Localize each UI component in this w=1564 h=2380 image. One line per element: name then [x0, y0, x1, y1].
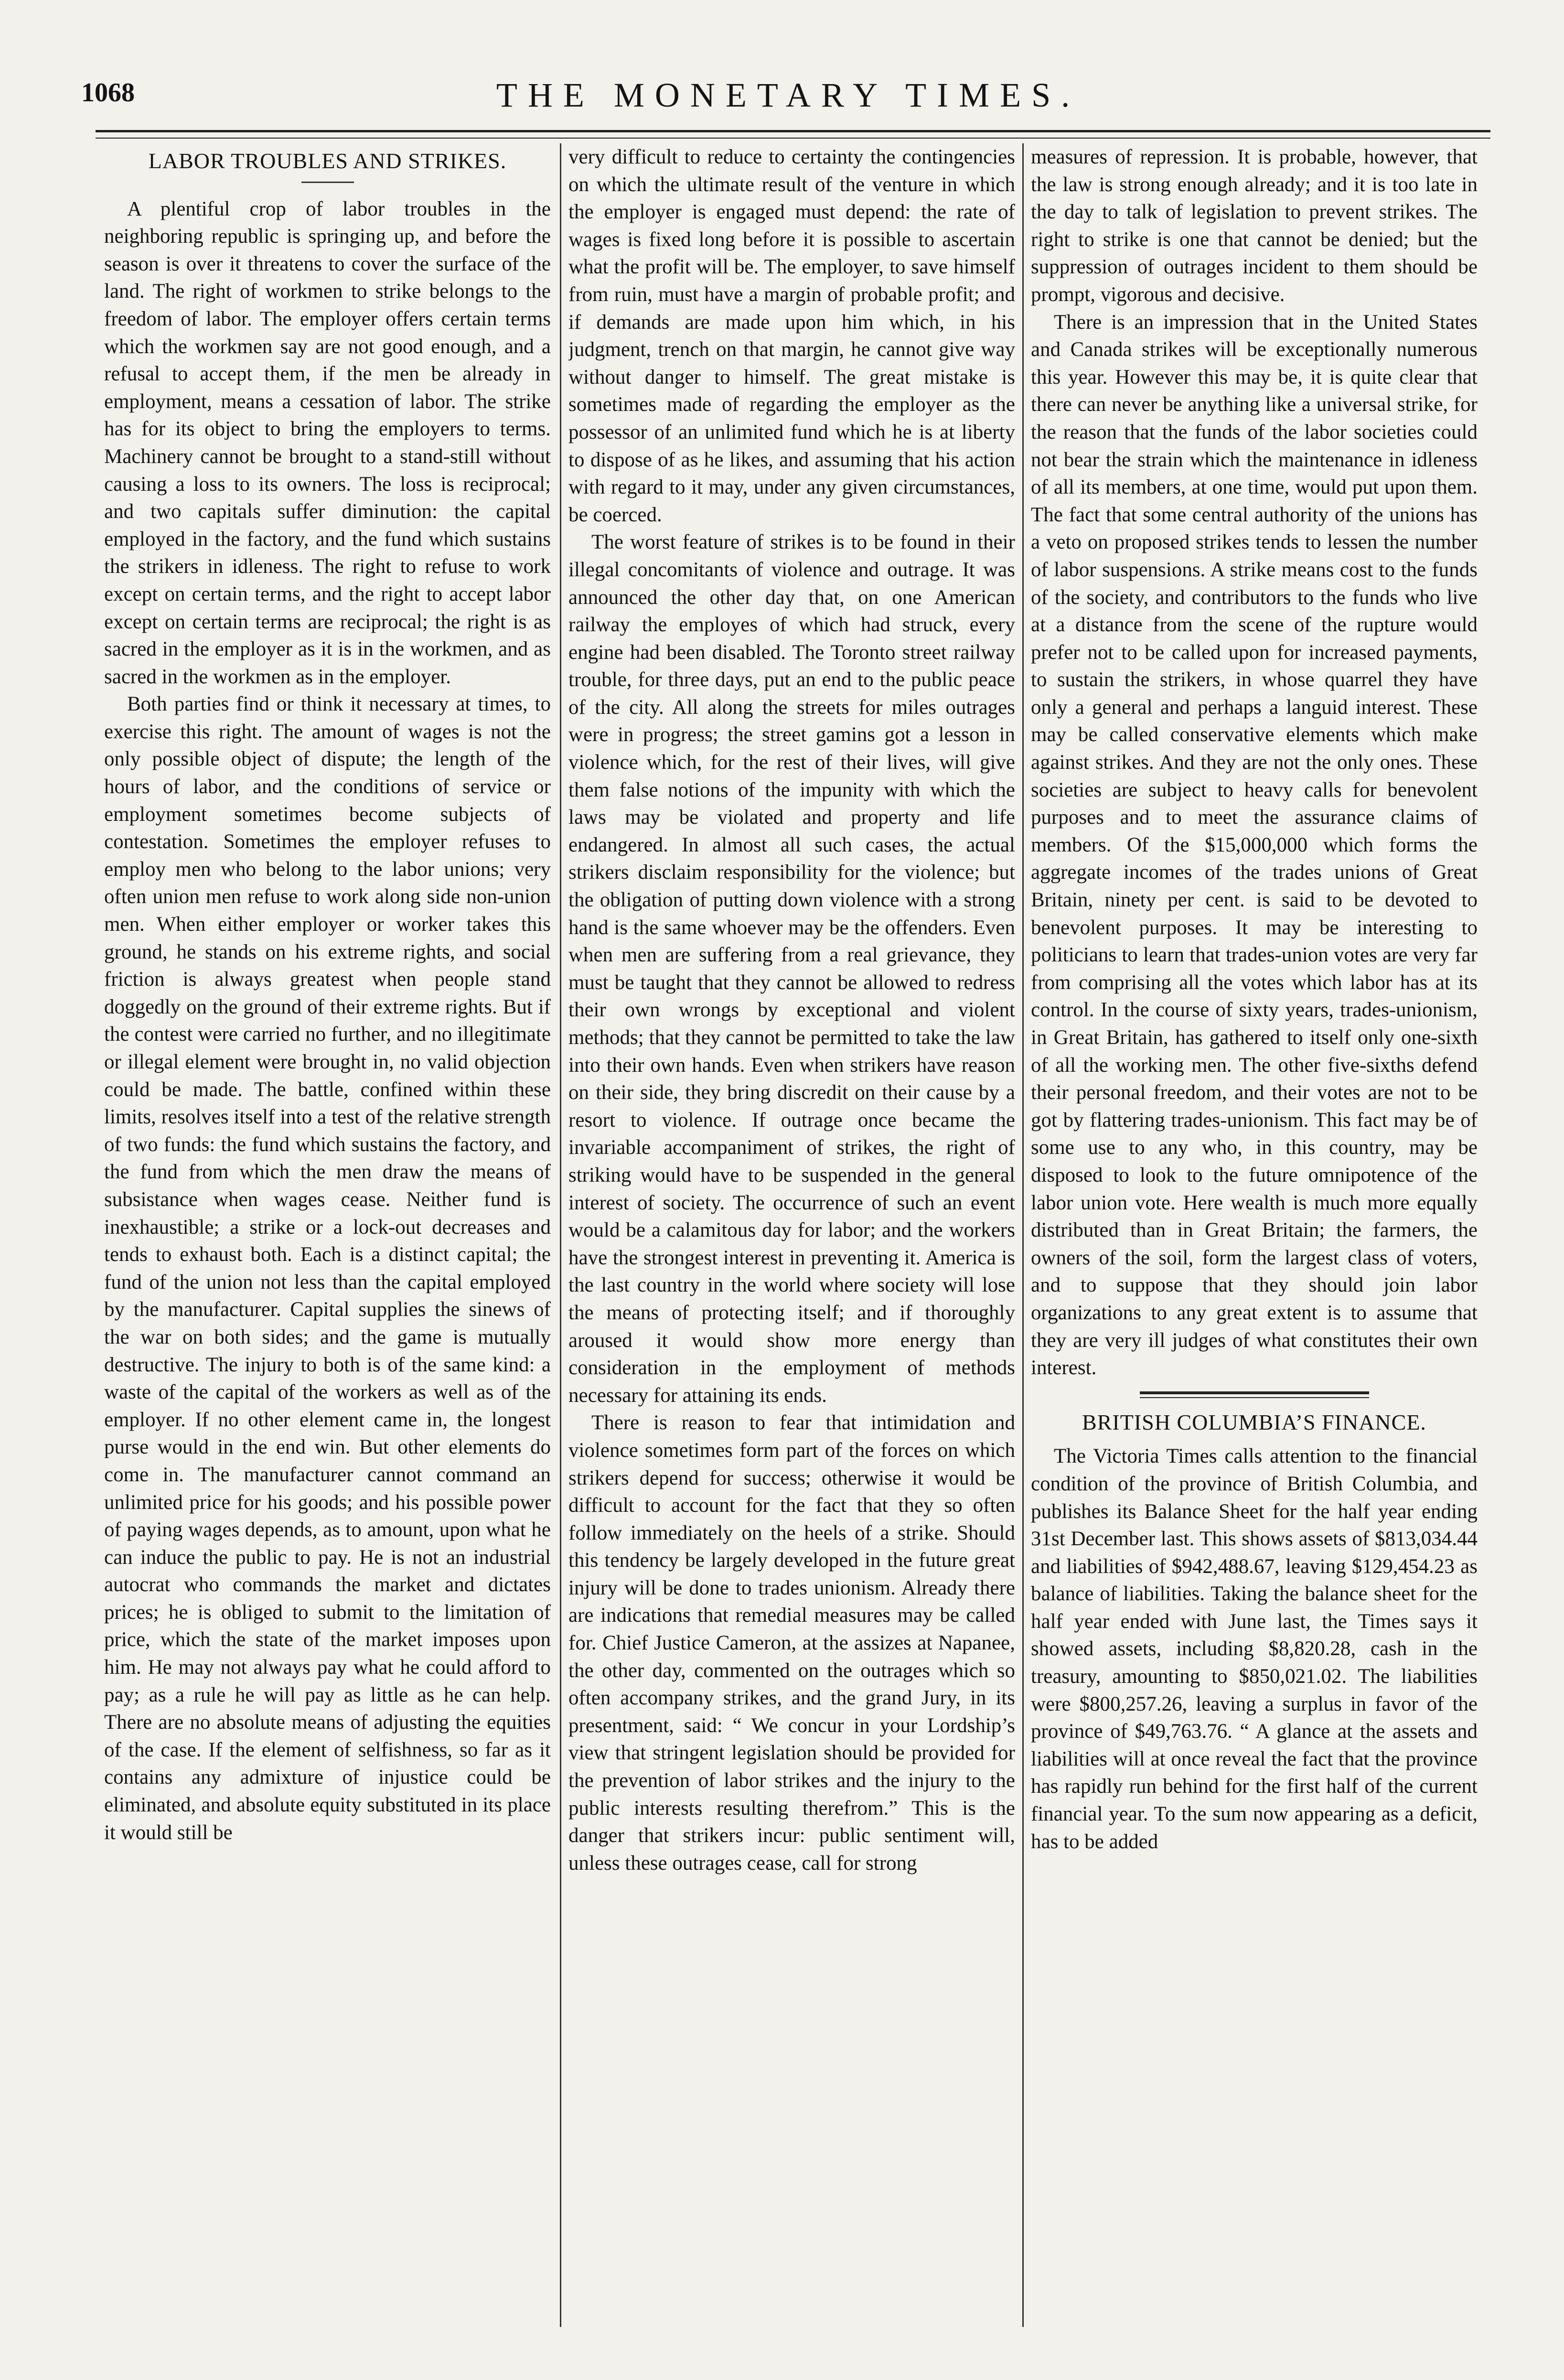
article-paragraph: very difficult to reduce to certainty the contingencies on which the ultimate result of the venture in which the employer is engaged must depend: the rate of wages is fixed long before it is possible to ascertain what the profit will be. The employer, to save himself from ruin, must have a margin of probable profit; and if demands are made upon him which, in his judgment, trench on that margin, he cannot give way without danger to himself. The great mistake is sometimes made of regarding the employer as the possessor of an unlimited fund which he is at liberty to dispose of as he likes, and assuming that his action with regard to it may, under any given circumstances, be coerced. — [568, 146, 1015, 526]
article-paragraph: There is an impression that in the United States and Canada strikes will be exceptionally numerous this year. However this may be, it is quite clear that there can never be anything like a universal strike, for the reason that the funds of the labor societies could not bear the strain which the maintenance in idleness of all its members, at one time, would put upon them. The fact that some central authority of the unions has a veto on proposed strikes tends to lessen the number of labor suspensions. A strike means cost to the funds of the society, and contributors to the funds who live at a distance from the scene of the rupture would prefer not to be called upon for increased payments, to sustain the strikers, in whose quarrel they have only a general and perhaps a languid interest. These may be called conservative elements which make against strikes. And they are not the only ones. These societies are subject to heavy calls for benevolent purposes and to meet the assurance claims of members. Of the $15,000,000 which forms the aggregate incomes of the trades unions of Great Britain, ninety per cent. is said to be devoted to benevolent purposes. It may be interesting to politicians to learn that trades-union votes are very far from comprising all the votes which labor has at its control. In the course of sixty years, trades-unionism, in Great Britain, has gathered to itself only one-sixth of all the working men. The other five-sixths defend their personal freedom, and their votes are not to be got by flattering trades-unionism. This fact may be of some use to any who, in this country, may be disposed to look to the future omnipotence of the labor union vote. Here wealth is much more equally distributed than in Great Britain; the farmers, the owners of the soil, form the largest class of voters, and to suppose that they should join labor organizations to any great extent is to assume that they are very ill judges of what constitutes their own interest. — [1031, 311, 1478, 1379]
article-separator — [1140, 1391, 1369, 1398]
header-rule — [96, 130, 1490, 132]
article-paragraph: Both parties find or think it necessary at times, to exercise this right. The amount of wages is not the only possible object of dispute; the length of the hours of labor, and the conditions of service or employment sometimes become subjects of contestation. Sometimes the employer refuses to employ men who belong to the labor unions; very often union men refuse to work along side non-union men. When either employer or worker takes this ground, he stands on his extreme rights, and social friction is always greatest when people stand doggedly on the ground of their extreme rights. But if the contest were carried no further, and no illegitimate or illegal element were brought in, no valid objection could be made. The battle, confined within these limits, resolves itself into a test of the relative strength of two funds: the fund which sustains the factory, and the fund from which the men draw the means of subsistance when wages cease. Neither fund is inexhaustible; a strike or a lock-out decreases and tends to exhaust both. Each is a distinct capital; the fund of the union not less than the capital employed by the manufacturer. Capital supplies the sinews of the war on both sides; and the game is mutually destructive. The injury to both is of the same kind: a waste of the capital of the workers as well as of the employer. If no other element came in, the longest purse would in the end win. But other elements do come in. The manufacturer cannot command an unlimited price for his goods; and his possible power of paying wages depends, as to amount, upon what he can induce the public to pay. He is not an industrial autocrat who commands the market and dictates prices; he is obliged to submit to the limitation of price, which the state of the market imposes upon him. He may not always pay what he could afford to pay; as a rule he will pay as little as he can help. There are no absolute means of adjusting the equities of the case. If the element of selfishness, so far as it contains any admixture of injustice could be eliminated, and absolute equity substituted in its place it would still be — [104, 693, 551, 1844]
article-paragraph: There is reason to fear that intimidation and violence sometimes form part of the forces on which strikers depend for success; otherwise it would be difficult to account for the fact that they so often follow immediately on the heels of a strike. Should this tendency be largely developed in the future great injury will be done to trades unionism. Already there are indications that remedial measures may be called for. Chief Justice Cameron, at the assizes at Napanee, the other day, commented on the outrages which so often accompany strikes, and the grand Jury, in its presentment, said: “ We concur in your Lordship’s view that stringent legislation should be provided for the prevention of labor strikes and the injury to the public interests resulting therefrom.” This is the danger that strikers incur: public sentiment will, unless these outrages cease, call for strong — [568, 1411, 1015, 1874]
page-header — [81, 72, 1495, 129]
header-rule-thin — [96, 138, 1490, 139]
article-headline: LABOR TROUBLES AND STRIKES. — [148, 149, 507, 173]
page-number: 1068 — [81, 78, 135, 108]
column-divider — [560, 143, 561, 2327]
column-divider — [1022, 143, 1024, 2327]
article-paragraph: The worst feature of strikes is to be found in their illegal concomitants of violence and outrage. It was announced the other day that, on one American railway the employes of which had struck, every engine had been disabled. The Toronto street railway trouble, for three days, put an end to the public peace of the city. All along the streets for miles outrages were in progress; the street gamins got a lesson in violence which, for the rest of their lives, will give them false notions of the impunity with which the laws may be violated and property and life endangered. In almost all such cases, the actual strikers disclaim responsibility for the violence; but the obligation of putting down violence with a strong hand is the same whoever may be the offenders. Even when men are suffering from a real grievance, they must be taught that they cannot be allowed to redress their own wrongs by exceptional and violent methods; that they cannot be permitted to take the law into their own hands. Even when strikers have reason on their side, they bring discredit on their cause by a resort to violence. If outrage once became the invariable accompaniment of strikes, the right of striking would have to be suspended in the general interest of society. The occurrence of such an event would be a calamitous day for labor; and the workers have the strongest interest in preventing it. America is the last country in the world where society will lose the means of protecting itself; and if thoroughly aroused it would show more energy than consideration in the employment of methods necessary for attaining its ends. — [568, 531, 1015, 1407]
column-1 — [104, 143, 551, 2322]
article-paragraph: A plentiful crop of labor troubles in the neighboring republic is springing up, and before the season is over it threatens to cover the surface of the land. The right of workmen to strike belongs to the freedom of labor. The employer offers certain terms which the workmen say are not good enough, and a refusal to accept them, if the men be already in employment, means a cessation of labor. The strike has for its object to bring the employers to terms. Machinery cannot be brought to a stand-still without causing a loss to its owners. The loss is reciprocal; and two capitals suffer diminution: the capital employed in the factory, and the fund which sustains the strikers in idleness. The right to refuse to work except on certain terms, and the right to accept labor except on certain terms are reciprocal; the right is as sacred in the employer as it is in the workmen, and as sacred in the workmen as in the employer. — [104, 197, 551, 688]
article-headline: BRITISH COLUMBIA’S FINANCE. — [1082, 1410, 1426, 1434]
column-3 — [1031, 143, 1478, 2322]
article-paragraph: measures of repression. It is probable, however, that the law is strong enough already; and it is too late in the day to talk of legislation to prevent strikes. The right to strike is one that cannot be denied; but the suppression of outrages incident to them should be prompt, vigorous and decisive. — [1031, 146, 1478, 306]
article-paragraph: The Victoria Times calls attention to the financial condition of the province of British Columbia, and publishes its Balance Sheet for the half year ending 31st December last. This shows assets of $813,034.44 and liabilities of $942,488.67, leaving $129,454.23 as balance of liabilities. Taking the balance sheet for the half year ended with June last, the Times says it showed assets, including $8,820.28, cash in the treasury, amounting to $850,021.02. The liabilities were $800,257.26, leaving a surplus in favor of the province of $49,763.76. “ A glance at the assets and liabilities will at once reveal the fact that the province has rapidly run behind for the first half of the current financial year. To the sum now appearing as a deficit, has to be added — [1031, 1445, 1478, 1853]
column-2 — [568, 143, 1015, 2322]
headline-rule — [301, 182, 354, 183]
masthead-title: THE MONETARY TIMES. — [496, 76, 1081, 114]
